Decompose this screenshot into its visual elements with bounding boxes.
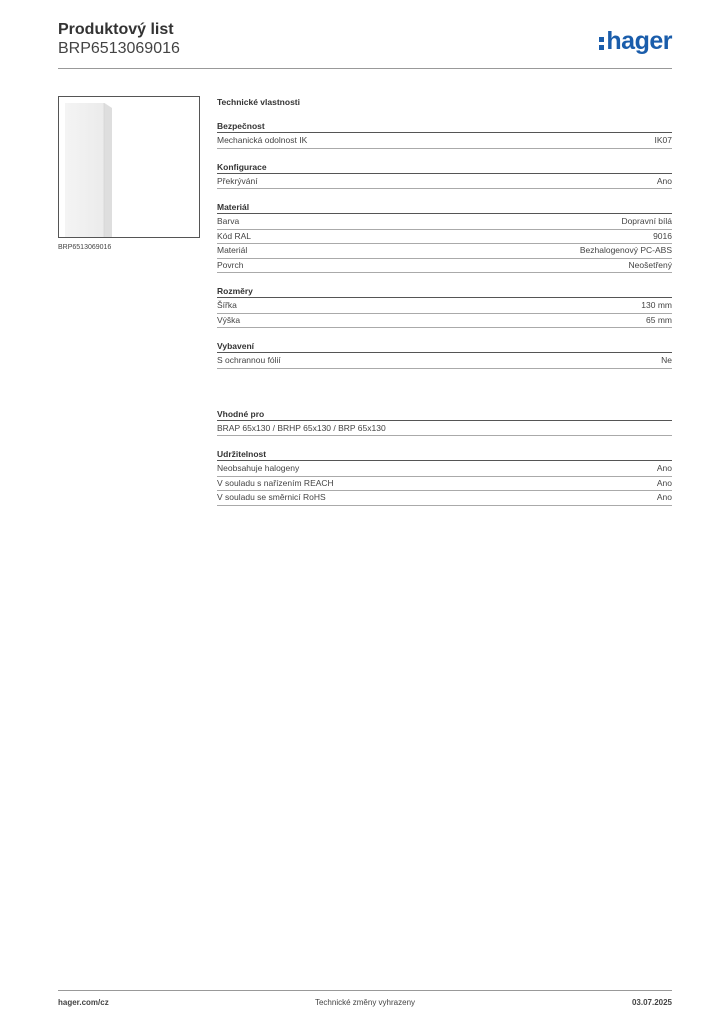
product-cover-icon (59, 97, 199, 237)
table-row (217, 462, 672, 477)
row-value: Ne (661, 355, 672, 365)
row-value: Neošetřený (628, 259, 672, 270)
group-safety (217, 120, 672, 149)
row-value: Ano (656, 463, 672, 473)
row-label: Barva (217, 216, 240, 226)
table-row (217, 259, 672, 274)
table-row (217, 175, 672, 190)
image-caption: BRP6513069016 (58, 244, 112, 251)
row-label: Šířka (217, 300, 237, 310)
table-row (217, 244, 672, 259)
logo-text: hager (606, 27, 672, 55)
table-row (217, 477, 672, 492)
footer-date: 03.07.2025 (631, 998, 672, 1007)
row-label: Povrch (217, 259, 244, 270)
product-image (58, 96, 200, 238)
header-divider (58, 68, 672, 69)
row-label: BRAP 65x130 / BRHP 65x130 / BRP 65x130 (217, 422, 386, 433)
footer-note: Technické změny vyhrazeny (314, 998, 416, 1007)
group-title: Udržitelnost (217, 448, 672, 461)
row-label: S ochrannou fólií (217, 355, 281, 365)
row-value: 65 mm (646, 314, 672, 325)
group-equipment (217, 340, 672, 369)
table-row (217, 422, 672, 437)
technical-properties (217, 96, 672, 518)
row-value: Ano (656, 477, 672, 488)
row-label: Překrývání (217, 175, 258, 186)
table-row (217, 491, 672, 506)
row-value: Ano (656, 175, 672, 186)
product-code: BRP6513069016 (58, 40, 180, 57)
row-value: IK07 (654, 135, 672, 145)
hager-logo (599, 28, 672, 54)
table-row (217, 134, 672, 149)
row-value: Bezhalogenový PC-ABS (579, 245, 672, 255)
logo-dots-icon (599, 37, 604, 50)
row-label: Neobsahuje halogeny (217, 463, 300, 473)
group-dimensions (217, 285, 672, 328)
row-label: Materiál (217, 245, 248, 255)
table-row (217, 299, 672, 314)
table-row (217, 314, 672, 329)
group-suitable-for (217, 408, 672, 437)
page-title: Produktový list (58, 21, 174, 38)
table-row (217, 354, 672, 369)
row-value: 130 mm (641, 300, 672, 310)
group-title: Vhodné pro (217, 408, 672, 421)
row-value: 9016 (653, 230, 672, 241)
group-title: Konfigurace (217, 161, 672, 174)
footer-website-link[interactable]: hager.com/cz (58, 998, 109, 1007)
group-title: Vybavení (217, 340, 672, 353)
row-label: V souladu se směrnicí RoHS (217, 492, 326, 502)
row-label: V souladu s nařízením REACH (217, 477, 334, 488)
group-sustainability (217, 448, 672, 506)
footer-divider (58, 990, 672, 991)
row-label: Výška (217, 314, 241, 325)
spec-heading: Technické vlastnosti (217, 97, 300, 107)
table-row (217, 230, 672, 245)
group-title: Rozměry (217, 285, 672, 298)
table-row (217, 215, 672, 230)
group-material (217, 201, 672, 273)
section-spacer (217, 381, 672, 408)
row-value: Dopravní bílá (621, 216, 672, 226)
row-label: Kód RAL (217, 230, 252, 241)
page-header (58, 20, 180, 58)
group-title: Bezpečnost (217, 120, 672, 133)
group-configuration (217, 161, 672, 190)
group-title: Materiál (217, 201, 672, 214)
row-value: Ano (656, 492, 672, 502)
row-label: Mechanická odolnost IK (217, 135, 308, 145)
